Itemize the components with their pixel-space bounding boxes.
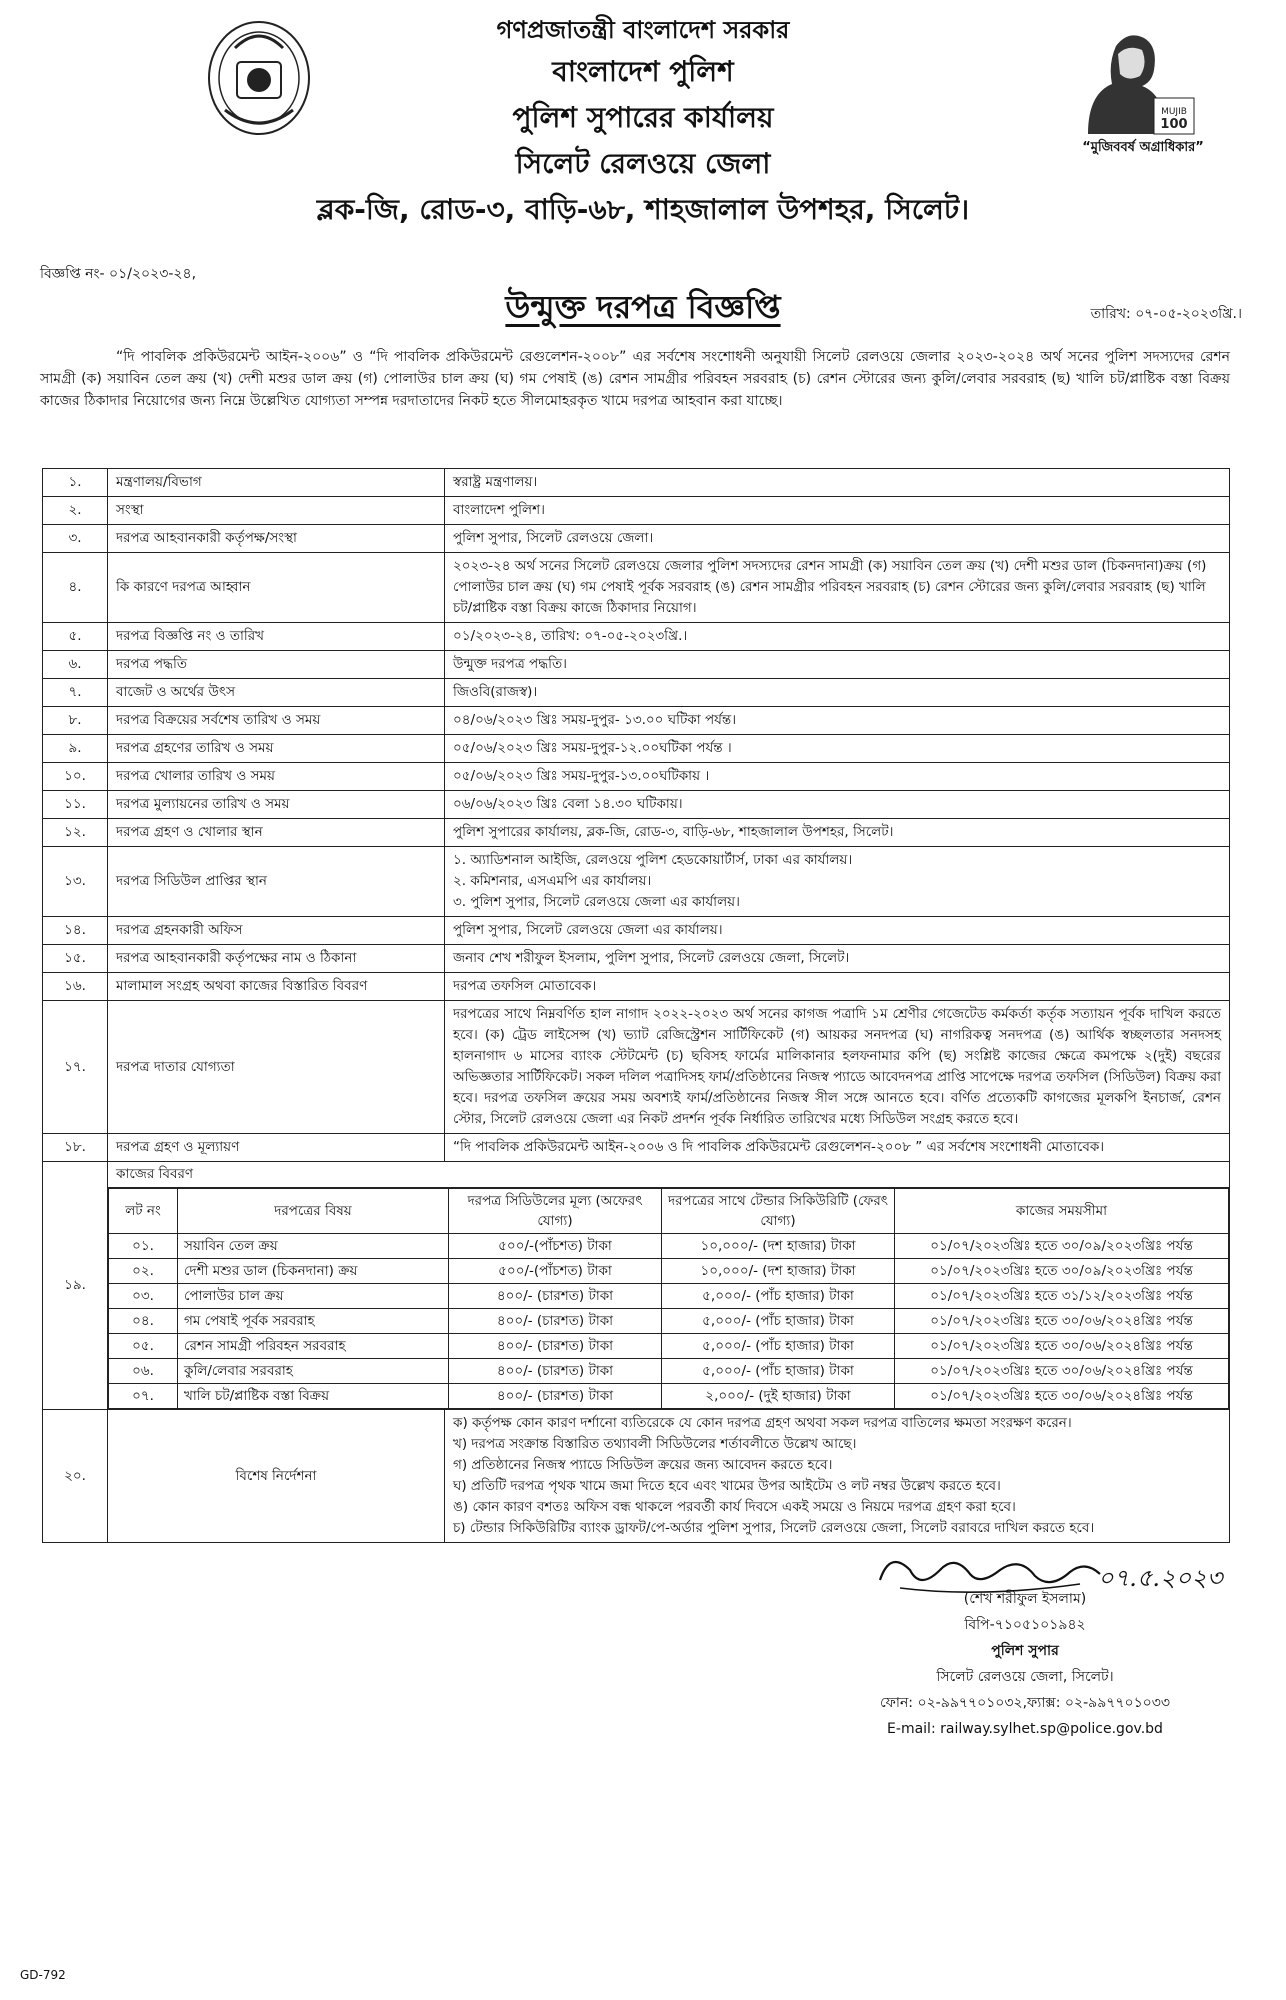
lot-period: ০১/০৭/২০২৩খ্রিঃ হতে ৩০/০৯/২০২৩খ্রিঃ পর্যন্ত [895,1259,1229,1284]
table-row [43,651,1230,679]
lot-subject: দেশী মশুর ডাল (চিকনদানা) ক্রয় [178,1259,449,1284]
table-row [43,1410,1230,1543]
lot-no: ০৩. [109,1284,178,1309]
lot-period: ০১/০৭/২০২৩খ্রিঃ হতে ৩০/০৬/২০২৪খ্রিঃ পর্যন্ত [895,1334,1229,1359]
row-label: দরপত্র বিজ্ঞপ্তি নং ও তারিখ [108,623,445,651]
row-value: বাংলাদেশ পুলিশ। [445,497,1230,525]
row-serial: ১৮. [43,1134,108,1162]
lot-period: ০১/০৭/২০২৩খ্রিঃ হতে ৩০/০৬/২০২৪খ্রিঃ পর্যন্ত [895,1309,1229,1334]
row-label: দরপত্র খোলার তারিখ ও সময় [108,763,445,791]
lot-row [109,1309,1229,1334]
row-serial: ৮. [43,707,108,735]
row-value: পুলিশ সুপার, সিলেট রেলওয়ে জেলা। [445,525,1230,553]
svg-text:100: 100 [1160,117,1188,132]
list-item: ৩. পুলিশ সুপার, সিলেট রেলওয়ে জেলা এর কার্যালয়। [453,894,740,910]
row-serial: ১৩. [43,847,108,917]
lot-security: ৫,০০০/- (পাঁচ হাজার) টাকা [662,1334,895,1359]
lot-no: ০২. [109,1259,178,1284]
notice-title: উন্মুক্ত দরপত্র বিজ্ঞপ্তি [505,288,781,326]
lot-no: ০৭. [109,1384,178,1409]
column-header: দরপত্র সিডিউলের মূল্য (অফেরৎ যোগ্য) [449,1189,662,1234]
office-phone: ফোন: ০২-৯৯৭৭০১০৩২,ফ্যাক্স: ০২-৯৯৭৭০১০৩৩ [879,1695,1170,1711]
table-row [43,1001,1230,1134]
row-label: দরপত্র পদ্ধতি [108,651,445,679]
office-email: E-mail: railway.sylhet.sp@police.gov.bd [887,1721,1163,1737]
lot-subject: রেশন সামগ্রী পরিবহন সরবরাহ [178,1334,449,1359]
row-label: দরপত্র গ্রহণ ও মূল্যায়ণ [108,1134,445,1162]
lot-fee: ৫০০/-(পাঁচশত) টাকা [449,1234,662,1259]
table-row [43,917,1230,945]
work-description-cell [108,1162,1230,1410]
lot-table-header [109,1189,1229,1234]
table-row [43,735,1230,763]
table-row [43,469,1230,497]
column-header: দরপত্রের সাথে টেন্ডার সিকিউরিটি (ফেরৎ যোগ্য) [662,1189,895,1234]
row-serial: ২. [43,497,108,525]
lot-security: ৫,০০০/- (পাঁচ হাজার) টাকা [662,1359,895,1384]
header-line-4: সিলেট রেলওয়ে জেলা [515,147,771,180]
table-row [43,525,1230,553]
list-item: গ) প্রতিষ্ঠানের নিজস্ব প্যাডে সিডিউল ক্রয়ের জন্য আবেদন করতে হবে। [453,1457,833,1473]
row-value: ০৪/০৬/২০২৩ খ্রিঃ সময়-দুপুর- ১৩.০০ ঘটিকা পর্যন্ত। [445,707,1230,735]
notice-date: তারিখ: ০৭-০৫-২০২৩খ্রি.। [1090,306,1242,322]
row-value: দরপত্রের সাথে নিম্নবর্ণিত হাল নাগাদ ২০২২-২০২৩ অর্থ সনের কাগজ পত্রাদি ১ম শ্রেণীর গেজেটেড কর্মকর্তা কর্তৃক সত্যায়ন পূর্বক দাখিল করতে হবে। (ক) ট্রেড লাইসেন্স (খ) ভ্যাট রেজিস্ট্রেশন সার্টিফিকেট (গ) আয়কর সনদপত্র (ঘ) নাগরিকত্ব সনদপত্র (ঙ) আর্থিক স্বচ্ছলতার সনদসহ হালনাগাদ ৬ মাসের ব্যাংক স্টেটমেন্ট (চ) ছবিসহ ফার্মের মালিকানার হলফনামার কপি (ছ) সংশ্লিষ্ট কাজের ক্ষেত্রে কমপক্ষে ২(দুই) বছরের অভিজ্ঞতার সার্টিফিকেট। সকল দলিল পত্রাদিসহ ফার্ম/প্রতিষ্ঠানের নিজস্ব প্যাডে আবেদনপত্র প্রাপ্তি সাপেক্ষে দরপত্র তফসিল (সিডিউল) বিক্রয় করা হবে। দরপত্র তফসিল ক্রয়ের সময় অবশ্যই ফার্ম/প্রতিষ্ঠানের নিজস্ব সীল সঙ্গে আনতে হবে। বর্ণিত প্রত্যেকটি কাগজের মূলকপি ইনচার্জ, রেশন স্টোর, সিলেট রেলওয়ে জেলা এর নিকট প্রদর্শন পূর্বক নির্ধারিত তারিখের মধ্যে সিডিউল সংগ্রহ করতে হবে। [445,1001,1230,1134]
list-item: চ) টেন্ডার সিকিউরিটির ব্যাংক ড্রাফট/পে-অর্ডার পুলিশ সুপার, সিলেট রেলওয়ে জেলা, সিলেট বরাবরে দাখিল করতে হবে। [453,1520,1095,1536]
lot-subject: কুলি/লেবার সরবরাহ [178,1359,449,1384]
signatory-name: (শেখ শরীফুল ইসলাম) [963,1591,1087,1607]
row-label: দরপত্র মুল্যায়নের তারিখ ও সময় [108,791,445,819]
lot-row [109,1284,1229,1309]
row-label: দরপত্র দাতার যোগ্যতা [108,1001,445,1134]
column-header: কাজের সময়সীমা [895,1189,1229,1234]
lot-subject: গম পেষাই পূর্বক সরবরাহ [178,1309,449,1334]
signatory-designation: পুলিশ সুপার [991,1643,1059,1659]
row-label: দরপত্র আহবানকারী কর্তৃপক্ষের নাম ও ঠিকানা [108,945,445,973]
row-serial: ১৫. [43,945,108,973]
row-value: “দি পাবলিক প্রকিউরমেন্ট আইন-২০০৬ ও দি পাবলিক প্রকিউরমেন্ট রেগুলেশন-২০০৮ ” এর সর্বশেষ সংশোধনী মোতাবেক। [445,1134,1230,1162]
row-label: সংস্থা [108,497,445,525]
header-line-3: পুলিশ সুপারের কার্যালয় [512,101,774,134]
signatory-bp: বিপি-৭১০৫১০১৯৪২ [964,1617,1086,1633]
lot-fee: ৪০০/- (চারশত) টাকা [449,1359,662,1384]
intro-paragraph: “দি পাবলিক প্রকিউরমেন্ট আইন-২০০৬” ও “দি পাবলিক প্রকিউরমেন্ট রেগুলেশন-২০০৮” এর সর্বশেষ সংশোধনী অনুযায়ী সিলেট রেলওয়ে জেলার ২০২৩-২০২৪ অর্থ সনের পুলিশ সদস্যদের রেশন সামগ্রী (ক) সয়াবিন তেল ক্রয় (খ) দেশী মশুর ডাল ক্রয় (গ) পোলাউর চাল ক্রয় (ঘ) গম পেষাই (ঙ) রেশন সামগ্রীর পরিবহন সরবরাহ (চ) রেশন স্টোরের জন্য কুলি/লেবার সরবরাহ (ছ) খালি চট/প্লাষ্টিক বস্তা বিক্রয় কাজের ঠিকাদার নিয়োগের জন্য নিম্নে উল্লেখিত যোগ্যতা সম্পন্ন দরদাতাদের নিকট হতে সীলমোহরকৃত খামে দরপত্র আহবান করা যাচ্ছে। [40,349,1230,409]
row-serial: ১২. [43,819,108,847]
row-value: জনাব শেখ শরীফুল ইসলাম, পুলিশ সুপার, সিলেট রেলওয়ে জেলা, সিলেট। [445,945,1230,973]
special-instructions [445,1410,1230,1543]
row-label: মন্ত্রণালয়/বিভাগ [108,469,445,497]
lot-subject: খালি চট/প্লাষ্টিক বস্তা বিক্রয় [178,1384,449,1409]
work-description-heading: কাজের বিবরণ [108,1162,1229,1188]
row-serial: ১১. [43,791,108,819]
row-serial: ১৪. [43,917,108,945]
row-label: দরপত্র গ্রহণ ও খোলার স্থান [108,819,445,847]
lot-table [108,1188,1229,1409]
table-row [43,707,1230,735]
footer-code: GD-792 [20,1968,66,1982]
row-serial: ১৬. [43,973,108,1001]
lot-fee: ৫০০/-(পাঁচশত) টাকা [449,1259,662,1284]
lot-subject: সয়াবিন তেল ক্রয় [178,1234,449,1259]
lot-security: ৫,০০০/- (পাঁচ হাজার) টাকা [662,1309,895,1334]
row-label: দরপত্র সিডিউল প্রাপ্তির স্থান [108,847,445,917]
row-value: ০৫/০৬/২০২৩ খ্রিঃ সময়-দুপুর-১২.০০ঘটিকা পর্যন্ত । [445,735,1230,763]
table-row [43,1162,1230,1410]
row-value: ০১/২০২৩-২৪, তারিখ: ০৭-০৫-২০২৩খ্রি.। [445,623,1230,651]
lot-period: ০১/০৭/২০২৩খ্রিঃ হতে ৩০/০৬/২০২৪খ্রিঃ পর্যন্ত [895,1359,1229,1384]
signatory-office: সিলেট রেলওয়ে জেলা, সিলেট। [936,1669,1114,1685]
table-row [43,553,1230,623]
schedule-locations [445,847,1230,917]
lot-period: ০১/০৭/২০২৩খ্রিঃ হতে ৩০/০৬/২০২৪খ্রিঃ পর্যন্ত [895,1384,1229,1409]
lot-no: ০১. [109,1234,178,1259]
list-item: ক) কর্তৃপক্ষ কোন কারণ দর্শানো ব্যতিরেকে যে কোন দরপত্র গ্রহণ অথবা সকল দরপত্র বাতিলের ক্ষমতা সংরক্ষণ করেন। [453,1415,1072,1431]
row-serial: ১৭. [43,1001,108,1134]
row-value: উন্মুক্ত দরপত্র পদ্ধতি। [445,651,1230,679]
mujib-100-logo-icon [1068,24,1196,142]
table-row [43,1134,1230,1162]
lot-period: ০১/০৭/২০২৩খ্রিঃ হতে ৩১/১২/২০২৩খ্রিঃ পর্যন্ত [895,1284,1229,1309]
lot-security: ২,০০০/- (দুই হাজার) টাকা [662,1384,895,1409]
row-serial: ৯. [43,735,108,763]
column-header: দরপত্রের বিষয় [178,1189,449,1234]
row-serial: ৬. [43,651,108,679]
lot-no: ০৫. [109,1334,178,1359]
table-row [43,973,1230,1001]
row-label: দরপত্র গ্রহনকারী অফিস [108,917,445,945]
lot-fee: ৪০০/- (চারশত) টাকা [449,1334,662,1359]
row-label: দরপত্র গ্রহণের তারিখ ও সময় [108,735,445,763]
table-row [43,945,1230,973]
row-serial: ১. [43,469,108,497]
header-line-1: গণপ্রজাতন্ত্রী বাংলাদেশ সরকার [496,16,790,44]
table-row [43,497,1230,525]
list-item: ২. কমিশনার, এসএমপি এর কার্যালয়। [453,873,652,889]
table-row [43,791,1230,819]
row-label: দরপত্র বিক্রয়ের সর্বশেষ তারিখ ও সময় [108,707,445,735]
column-header: লট নং [109,1189,178,1234]
row-value: ০৬/০৬/২০২৩ খ্রিঃ বেলা ১৪.৩০ ঘটিকায়। [445,791,1230,819]
row-serial: ২০. [43,1410,108,1543]
lot-fee: ৪০০/- (চারশত) টাকা [449,1384,662,1409]
lot-no: ০৬. [109,1359,178,1384]
row-label: দরপত্র আহবানকারী কর্তৃপক্ষ/সংস্থা [108,525,445,553]
row-value: পুলিশ সুপার, সিলেট রেলওয়ে জেলা এর কার্যালয়। [445,917,1230,945]
table-row [43,819,1230,847]
lot-security: ১০,০০০/- (দশ হাজার) টাকা [662,1259,895,1284]
row-label: মালামাল সংগ্রহ অথবা কাজের বিস্তারিত বিবরণ [108,973,445,1001]
row-serial: ১০. [43,763,108,791]
row-serial: ৩. [43,525,108,553]
lot-fee: ৪০০/- (চারশত) টাকা [449,1284,662,1309]
row-value: ২০২৩-২৪ অর্থ সনের সিলেট রেলওয়ে জেলার পুলিশ সদস্যদের রেশন সামগ্রী (ক) সয়াবিন তেল ক্রয় (খ) দেশী মশুর ডাল (চিকনদানা)ক্রয় (গ) পোলাউর চাল ক্রয় (ঘ) গম পেষাই পূর্বক সরবরাহ (ঙ) রেশন সামগ্রীর পরিবহন সরবরাহ (চ) রেশন স্টোরের জন্য কুলি/লেবার সরবরাহ (ছ) খালি চট/প্লাষ্টিক বস্তা বিক্রয় কাজে ঠিকাদার নিয়োগ। [445,553,1230,623]
svg-text:MUJIB: MUJIB [1161,107,1187,117]
row-value: স্বরাষ্ট্র মন্ত্রণালয়। [445,469,1230,497]
lot-subject: পোলাউর চাল ক্রয় [178,1284,449,1309]
lot-row [109,1384,1229,1409]
lot-security: ৫,০০০/- (পাঁচ হাজার) টাকা [662,1284,895,1309]
row-serial: ৭. [43,679,108,707]
row-value: জিওবি(রাজস্ব)। [445,679,1230,707]
lot-row [109,1359,1229,1384]
row-label: বাজেট ও অর্থের উৎস [108,679,445,707]
slogan: “মুজিববর্ষ অগ্রাধিকার” [1082,140,1204,155]
table-row [43,623,1230,651]
lot-period: ০১/০৭/২০২৩খ্রিঃ হতে ৩০/০৯/২০২৩খ্রিঃ পর্যন্ত [895,1234,1229,1259]
list-item: ঙ) কোন কারণ বশতঃ অফিস বন্ধ থাকলে পরবর্তী কার্য দিবসে একই সময়ে ও নিয়মে দরপত্র গ্রহণ করা হবে। [453,1499,1016,1515]
header-address: ব্লক-জি, রোড-৩, বাড়ি-৬৮, শাহজালাল উপশহর, সিলেট। [316,193,970,226]
row-serial: ৫. [43,623,108,651]
signature-block [830,1586,1220,1742]
table-row [43,763,1230,791]
lot-row [109,1259,1229,1284]
lot-security: ১০,০০০/- (দশ হাজার) টাকা [662,1234,895,1259]
row-value: দরপত্র তফসিল মোতাবেক। [445,973,1230,1001]
list-item: খ) দরপত্র সংক্রান্ত বিস্তারিত তথ্যাবলী সিডিউলের শর্তাবলীতে উল্লেখ আছে। [453,1436,857,1452]
signature-date: ০৭.৫.২০২৩ [1098,1564,1223,1592]
row-label: বিশেষ নির্দেশনা [108,1410,445,1543]
lot-row [109,1234,1229,1259]
header-line-2: বাংলাদেশ পুলিশ [552,55,734,88]
reference-number: বিজ্ঞপ্তি নং- ০১/২০২৩-২৪, [40,266,197,282]
row-value: ০৫/০৬/২০২৩ খ্রিঃ সময়-দুপুর-১৩.০০ঘটিকায় । [445,763,1230,791]
table-row [43,679,1230,707]
row-serial: ৪. [43,553,108,623]
table-row [43,847,1230,917]
tender-details-table [42,468,1230,1543]
row-value: পুলিশ সুপারের কার্যালয়, ব্লক-জি, রোড-৩, বাড়ি-৬৮, শাহজালাল উপশহর, সিলেট। [445,819,1230,847]
lot-row [109,1334,1229,1359]
row-serial: ১৯. [43,1162,108,1410]
list-item: ঘ) প্রতিটি দরপত্র পৃথক খামে জমা দিতে হবে এবং খামের উপর আইটেম ও লট নম্বর উল্লেখ করতে হবে। [453,1478,1001,1494]
lot-no: ০৪. [109,1309,178,1334]
lot-fee: ৪০০/- (চারশত) টাকা [449,1309,662,1334]
row-label: কি কারণে দরপত্র আহ্বান [108,553,445,623]
list-item: ১. অ্যাডিশনাল আইজি, রেলওয়ে পুলিশ হেডকোয়ার্টার্স, ঢাকা এর কার্যালয়। [453,852,853,868]
